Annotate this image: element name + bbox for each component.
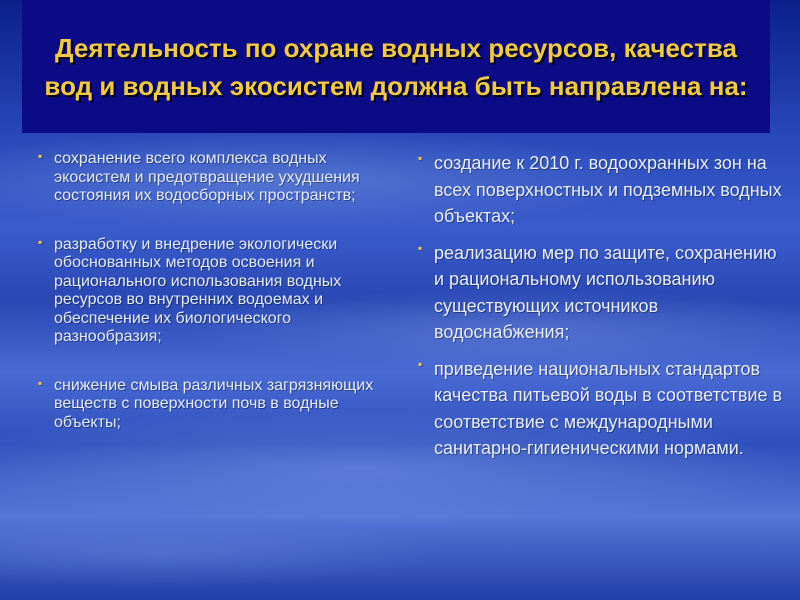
square-bullet-icon: ▪ [418,240,423,255]
bullet-text: создание к 2010 г. водоохранных зон на всех поверхностных и подземных водных объектах; [434,153,782,226]
bullet-text: снижение смыва различных загрязняющих веществ с поверхности почв в водные объекты; [54,376,374,431]
right-bullet-list [418,150,790,472]
slide-title: Деятельность по охране водных ресурсов, качества вод и водных экосистем должна быть направлена на: [44,32,748,101]
square-bullet-icon: ▪ [38,149,43,163]
bullet-text: разработку и внедрение экологически обоснованных методов освоения и рационального использования водных ресурсов во внутренних водоемах и обеспечение их биологического разнообразия; [54,235,342,345]
bullet-item [418,356,790,462]
square-bullet-icon: ▪ [38,234,43,249]
bullet-text: сохранение всего комплекса водных экосистем и предотвращение ухудшения состояния их водосборных пространств; [54,150,360,204]
square-bullet-icon: ▪ [418,356,423,371]
square-bullet-icon: ▪ [38,375,43,390]
bullet-item [418,240,790,346]
bullet-item [38,236,383,347]
bullet-item [418,150,790,230]
bullet-text: реализацию мер по защите, сохранению и рациональному использованию существующих источников водоснабжения; [434,242,777,342]
title-banner [22,0,770,133]
bullet-item [38,150,383,206]
bullet-text: приведение национальных стандартов качества питьевой воды в соответствие в соответствие с международными санитарно-гигиеническими нормами. [434,358,783,458]
square-bullet-icon: ▪ [418,151,423,165]
left-bullet-list [38,150,383,462]
bullet-item [38,377,383,433]
